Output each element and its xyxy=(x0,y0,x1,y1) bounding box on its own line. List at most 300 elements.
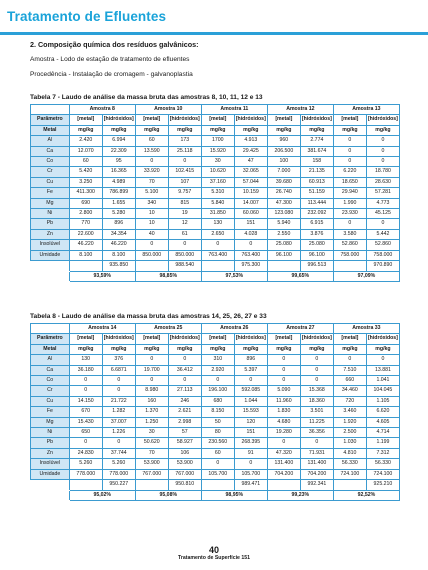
value-cell: 14.007 xyxy=(234,198,267,208)
value-cell: 0 xyxy=(366,146,399,156)
table8 xyxy=(30,323,400,501)
unit-cell: mg/kg xyxy=(366,344,399,354)
value-cell: 2.550 xyxy=(267,229,300,239)
row-label: Cr xyxy=(31,386,70,396)
value-cell: 2.998 xyxy=(168,417,201,427)
total-cell: 975.300 xyxy=(234,261,267,271)
value-cell: 19.280 xyxy=(267,428,300,438)
value-cell: 53.900 xyxy=(135,459,168,469)
value-cell: 53.900 xyxy=(168,459,201,469)
value-cell: 96.100 xyxy=(300,250,333,260)
unit-row xyxy=(31,125,400,135)
value-cell: 8.150 xyxy=(201,407,234,417)
value-cell: 10 xyxy=(135,209,168,219)
unit-cell: mg/kg xyxy=(300,344,333,354)
subheader-cell: [metal] xyxy=(267,115,300,125)
corner-cell xyxy=(31,324,70,334)
value-cell: 52.860 xyxy=(333,240,366,250)
value-cell: 0 xyxy=(135,376,168,386)
value-cell: 724.100 xyxy=(333,469,366,479)
value-cell: 1.199 xyxy=(366,438,399,448)
value-cell: 1.282 xyxy=(102,407,135,417)
unit-cell: mg/kg xyxy=(102,125,135,135)
row-label: Fe xyxy=(31,188,70,198)
value-cell: 0 xyxy=(234,240,267,250)
value-cell: 0 xyxy=(69,376,102,386)
value-cell: 0 xyxy=(234,376,267,386)
table-row xyxy=(31,167,400,177)
value-cell: 5.397 xyxy=(234,365,267,375)
value-cell: 47.300 xyxy=(267,198,300,208)
value-cell: 15.593 xyxy=(234,407,267,417)
value-cell: 30 xyxy=(135,428,168,438)
value-cell: 32.065 xyxy=(234,167,267,177)
unit-cell: mg/kg xyxy=(333,125,366,135)
value-cell: 0 xyxy=(267,365,300,375)
value-cell: 130 xyxy=(69,355,102,365)
value-cell: 724.100 xyxy=(366,469,399,479)
unit-cell: mg/kg xyxy=(201,125,234,135)
total-spacer xyxy=(135,480,168,490)
value-cell: 1700 xyxy=(201,136,234,146)
value-cell: 0 xyxy=(168,157,201,167)
value-cell: 6.220 xyxy=(333,167,366,177)
value-cell: 3.250 xyxy=(69,177,102,187)
value-cell: 4.680 xyxy=(267,417,300,427)
table-row xyxy=(31,459,400,469)
value-cell: 0 xyxy=(333,157,366,167)
value-cell: 10.620 xyxy=(201,167,234,177)
row-label: Mg xyxy=(31,417,70,427)
total-spacer xyxy=(201,261,234,271)
value-cell: 960 xyxy=(267,136,300,146)
value-cell: 7.312 xyxy=(366,448,399,458)
total-cell: 970.890 xyxy=(366,261,399,271)
total-cell: 988.540 xyxy=(168,261,201,271)
unit-cell: mg/kg xyxy=(234,344,267,354)
table-row xyxy=(31,219,400,229)
percent-row xyxy=(31,490,400,500)
value-cell: 45.125 xyxy=(366,209,399,219)
value-cell: 246 xyxy=(168,396,201,406)
value-cell: 15.430 xyxy=(69,417,102,427)
value-cell: 0 xyxy=(201,459,234,469)
value-cell: 0 xyxy=(135,157,168,167)
value-cell: 1.370 xyxy=(135,407,168,417)
value-cell: 0 xyxy=(267,376,300,386)
value-cell: 47 xyxy=(234,157,267,167)
value-cell: 9.757 xyxy=(168,188,201,198)
value-cell: 310 xyxy=(201,355,234,365)
value-cell: 720 xyxy=(333,396,366,406)
row-label: Umidade xyxy=(31,250,70,260)
value-cell: 28.630 xyxy=(366,177,399,187)
value-cell: 0 xyxy=(300,438,333,448)
value-cell: 670 xyxy=(69,407,102,417)
value-cell: 131.400 xyxy=(267,459,300,469)
sample-origin: Procedência - Instalação de cromagem - galvanoplastia xyxy=(30,71,193,78)
unit-header: Metal xyxy=(31,344,70,354)
value-cell: 151 xyxy=(234,219,267,229)
row-label: Ca xyxy=(31,146,70,156)
subheader-cell: [metal] xyxy=(135,115,168,125)
row-label: Co xyxy=(31,157,70,167)
row-label: Cu xyxy=(31,177,70,187)
value-cell: 70 xyxy=(135,177,168,187)
value-cell: 0 xyxy=(69,438,102,448)
value-cell: 95 xyxy=(102,157,135,167)
value-cell: 51.159 xyxy=(300,188,333,198)
value-cell: 2.920 xyxy=(201,365,234,375)
value-cell: 0 xyxy=(300,376,333,386)
value-cell: 0 xyxy=(366,355,399,365)
value-cell: 0 xyxy=(333,219,366,229)
percent-cell: 99,65% xyxy=(267,271,333,281)
table-row xyxy=(31,157,400,167)
row-label: Ni xyxy=(31,428,70,438)
value-cell: 12.070 xyxy=(69,146,102,156)
value-cell: 376 xyxy=(102,355,135,365)
value-cell: 0 xyxy=(201,240,234,250)
total-cell: 992.341 xyxy=(300,480,333,490)
value-cell: 8.100 xyxy=(102,250,135,260)
value-cell: 6.6871 xyxy=(102,365,135,375)
value-cell: 58.927 xyxy=(168,438,201,448)
value-cell: 1.830 xyxy=(267,407,300,417)
subheader-cell: [metal] xyxy=(69,115,102,125)
table-row xyxy=(31,417,400,427)
value-cell: 230.560 xyxy=(201,438,234,448)
subheader-cell: [metal] xyxy=(201,115,234,125)
value-cell: 60.913 xyxy=(300,177,333,187)
unit-cell: mg/kg xyxy=(69,125,102,135)
value-cell: 21.135 xyxy=(300,167,333,177)
publication-name: Tratamento de Superfície 151 xyxy=(177,555,251,561)
total-spacer xyxy=(267,261,300,271)
value-cell: 650 xyxy=(69,428,102,438)
unit-cell: mg/kg xyxy=(267,344,300,354)
value-cell: 704.200 xyxy=(300,469,333,479)
value-cell: 30 xyxy=(201,157,234,167)
value-cell: 46.220 xyxy=(69,240,102,250)
value-cell: 40 xyxy=(135,229,168,239)
value-cell: 18.360 xyxy=(300,396,333,406)
table-row xyxy=(31,376,400,386)
value-cell: 22.309 xyxy=(102,146,135,156)
sample-group-header: Amostra 13 xyxy=(333,105,399,115)
row-label: Ca xyxy=(31,365,70,375)
value-cell: 19.700 xyxy=(135,365,168,375)
value-cell: 0 xyxy=(201,376,234,386)
subheader-cell: [hidróxidos] xyxy=(168,115,201,125)
unit-cell: mg/kg xyxy=(168,125,201,135)
row-label: Co xyxy=(31,376,70,386)
value-cell: 16.365 xyxy=(102,167,135,177)
value-cell: 100 xyxy=(267,157,300,167)
value-cell: 2.420 xyxy=(69,136,102,146)
table-row xyxy=(31,146,400,156)
value-cell: 5.442 xyxy=(366,229,399,239)
value-cell: 106 xyxy=(168,448,201,458)
sample-group-header: Amostra 10 xyxy=(135,105,201,115)
value-cell: 60 xyxy=(135,136,168,146)
percent-cell: 97,09% xyxy=(333,271,399,281)
row-label: Mg xyxy=(31,198,70,208)
value-cell: 56.330 xyxy=(333,459,366,469)
value-cell: 131.400 xyxy=(300,459,333,469)
value-cell: 0 xyxy=(234,459,267,469)
value-cell: 173 xyxy=(168,136,201,146)
value-cell: 4.773 xyxy=(366,198,399,208)
value-cell: 18.650 xyxy=(333,177,366,187)
value-cell: 2.621 xyxy=(168,407,201,417)
table-row xyxy=(31,188,400,198)
value-cell: 0 xyxy=(102,376,135,386)
table-row xyxy=(31,396,400,406)
value-cell: 25.118 xyxy=(168,146,201,156)
subheader-cell: [hidróxidos] xyxy=(234,334,267,344)
value-cell: 4.605 xyxy=(366,417,399,427)
subheader-cell: [metal] xyxy=(135,334,168,344)
group-header-row xyxy=(31,324,400,334)
value-cell: 778.000 xyxy=(69,469,102,479)
value-cell: 22.600 xyxy=(69,229,102,239)
value-cell: 46.220 xyxy=(102,240,135,250)
row-label: Al xyxy=(31,136,70,146)
value-cell: 758.000 xyxy=(333,250,366,260)
value-cell: 815 xyxy=(168,198,201,208)
header-title: Tratamento de Efluentes xyxy=(7,9,167,24)
value-cell: 4.913 xyxy=(234,136,267,146)
value-cell: 4.989 xyxy=(102,177,135,187)
subheader-cell: [metal] xyxy=(267,334,300,344)
value-cell: 896 xyxy=(102,219,135,229)
value-cell: 1.250 xyxy=(135,417,168,427)
value-cell: 5.090 xyxy=(267,386,300,396)
value-cell: 31.850 xyxy=(201,209,234,219)
value-cell: 8.100 xyxy=(69,250,102,260)
total-cell: 935.850 xyxy=(102,261,135,271)
value-cell: 120 xyxy=(234,417,267,427)
value-cell: 47.320 xyxy=(267,448,300,458)
value-cell: 5.940 xyxy=(267,219,300,229)
value-cell: 50.620 xyxy=(135,438,168,448)
value-cell: 0 xyxy=(135,355,168,365)
value-cell: 763.400 xyxy=(201,250,234,260)
value-cell: 758.000 xyxy=(366,250,399,260)
value-cell: 27.113 xyxy=(168,386,201,396)
total-spacer xyxy=(267,480,300,490)
value-cell: 704.200 xyxy=(267,469,300,479)
value-cell: 13.881 xyxy=(366,365,399,375)
subheader-cell: [hidróxidos] xyxy=(168,334,201,344)
value-cell: 37.160 xyxy=(201,177,234,187)
row-label: Pb xyxy=(31,438,70,448)
value-cell: 196.100 xyxy=(201,386,234,396)
percent-row xyxy=(31,271,400,281)
value-cell: 25.080 xyxy=(300,240,333,250)
sample-group-header: Amostra 27 xyxy=(267,324,333,334)
value-cell: 36.412 xyxy=(168,365,201,375)
value-cell: 1.030 xyxy=(333,438,366,448)
percent-cell: 98,85% xyxy=(135,271,201,281)
table-row xyxy=(31,209,400,219)
percent-cell: 95,02% xyxy=(69,490,135,500)
unit-cell: mg/kg xyxy=(366,125,399,135)
value-cell: 0 xyxy=(102,386,135,396)
value-cell: 0 xyxy=(168,240,201,250)
page-number: 40 xyxy=(208,545,219,555)
subheader-cell: [metal] xyxy=(333,334,366,344)
value-cell: 37.007 xyxy=(102,417,135,427)
total-row xyxy=(31,480,400,490)
value-cell: 102.415 xyxy=(168,167,201,177)
value-cell: 1.990 xyxy=(333,198,366,208)
value-cell: 105.700 xyxy=(201,469,234,479)
unit-header: Metal xyxy=(31,125,70,135)
value-cell: 33.920 xyxy=(135,167,168,177)
value-cell: 206.500 xyxy=(267,146,300,156)
value-cell: 21.722 xyxy=(102,396,135,406)
row-label: Zn xyxy=(31,229,70,239)
subheader-cell: [hidróxidos] xyxy=(300,334,333,344)
subheader-cell: [hidróxidos] xyxy=(234,115,267,125)
table-row xyxy=(31,438,400,448)
corner-cell xyxy=(31,105,70,115)
unit-cell: mg/kg xyxy=(168,344,201,354)
unit-cell: mg/kg xyxy=(135,344,168,354)
table-row xyxy=(31,355,400,365)
value-cell: 3.460 xyxy=(333,407,366,417)
subheader-cell: [hidróxidos] xyxy=(102,334,135,344)
row-label: Insolúvel xyxy=(31,459,70,469)
total-cell: 950.227 xyxy=(102,480,135,490)
value-cell: 18.780 xyxy=(366,167,399,177)
value-cell: 763.400 xyxy=(234,250,267,260)
percent-cell: 99,23% xyxy=(267,490,333,500)
total-spacer xyxy=(333,261,366,271)
value-cell: 26.740 xyxy=(267,188,300,198)
value-cell: 411.300 xyxy=(69,188,102,198)
value-cell: 7.510 xyxy=(333,365,366,375)
value-cell: 660 xyxy=(333,376,366,386)
value-cell: 158 xyxy=(300,157,333,167)
value-cell: 10.159 xyxy=(234,188,267,198)
table-row xyxy=(31,386,400,396)
total-spacer xyxy=(135,261,168,271)
sample-group-header: Amostra 26 xyxy=(201,324,267,334)
value-cell: 0 xyxy=(267,438,300,448)
row-label: Zn xyxy=(31,448,70,458)
row-label: Fe xyxy=(31,407,70,417)
value-cell: 381.674 xyxy=(300,146,333,156)
value-cell: 340 xyxy=(135,198,168,208)
table-row xyxy=(31,198,400,208)
value-cell: 680 xyxy=(201,396,234,406)
value-cell: 3.580 xyxy=(333,229,366,239)
table-row xyxy=(31,448,400,458)
value-cell: 11.960 xyxy=(267,396,300,406)
value-cell: 0 xyxy=(168,355,201,365)
unit-cell: mg/kg xyxy=(300,125,333,135)
value-cell: 1.920 xyxy=(333,417,366,427)
value-cell: 2.500 xyxy=(333,428,366,438)
value-cell: 0 xyxy=(366,136,399,146)
value-cell: 29.940 xyxy=(333,188,366,198)
row-label: Pb xyxy=(31,219,70,229)
value-cell: 0 xyxy=(267,355,300,365)
value-cell: 5.280 xyxy=(102,209,135,219)
percent-cell: 93,59% xyxy=(69,271,135,281)
sample-description: Amostra - Lodo de estação de tratamento de efluentes xyxy=(30,56,190,63)
value-cell: 1.105 xyxy=(366,396,399,406)
value-cell: 0 xyxy=(366,157,399,167)
value-cell: 1.655 xyxy=(102,198,135,208)
value-cell: 5.260 xyxy=(69,459,102,469)
table-row xyxy=(31,428,400,438)
value-cell: 1.041 xyxy=(366,376,399,386)
percent-cell: 92,52% xyxy=(333,490,399,500)
unit-cell: mg/kg xyxy=(234,125,267,135)
sample-group-header: Amostra 12 xyxy=(267,105,333,115)
value-cell: 23.930 xyxy=(333,209,366,219)
row-label: Al xyxy=(31,355,70,365)
total-spacer xyxy=(69,261,102,271)
value-cell: 15.920 xyxy=(201,146,234,156)
value-cell: 151 xyxy=(234,428,267,438)
value-cell: 12 xyxy=(168,219,201,229)
value-cell: 786.899 xyxy=(102,188,135,198)
value-cell: 0 xyxy=(333,146,366,156)
total-row xyxy=(31,261,400,271)
total-cell: 989.471 xyxy=(234,480,267,490)
unit-row xyxy=(31,344,400,354)
value-cell: 3.876 xyxy=(300,229,333,239)
value-cell: 34.460 xyxy=(333,386,366,396)
value-cell: 60 xyxy=(69,157,102,167)
sample-group-header: Amostra 14 xyxy=(69,324,135,334)
value-cell: 5.840 xyxy=(201,198,234,208)
sample-group-header: Amostra 11 xyxy=(201,105,267,115)
param-header: Parâmetro xyxy=(31,334,70,344)
value-cell: 14.150 xyxy=(69,396,102,406)
value-cell: 4.810 xyxy=(333,448,366,458)
value-cell: 2.650 xyxy=(201,229,234,239)
unit-cell: mg/kg xyxy=(201,344,234,354)
value-cell: 778.000 xyxy=(102,469,135,479)
value-cell: 104.045 xyxy=(366,386,399,396)
value-cell: 0 xyxy=(333,136,366,146)
value-cell: 896 xyxy=(234,355,267,365)
table-row xyxy=(31,365,400,375)
unit-cell: mg/kg xyxy=(69,344,102,354)
value-cell: 123.080 xyxy=(267,209,300,219)
value-cell: 0 xyxy=(135,240,168,250)
value-cell: 7.000 xyxy=(267,167,300,177)
table-row xyxy=(31,177,400,187)
value-cell: 0 xyxy=(69,386,102,396)
value-cell: 10 xyxy=(135,219,168,229)
value-cell: 13.590 xyxy=(135,146,168,156)
value-cell: 80 xyxy=(201,428,234,438)
value-cell: 2.774 xyxy=(300,136,333,146)
value-cell: 29.425 xyxy=(234,146,267,156)
sample-group-header: Amostra 8 xyxy=(69,105,135,115)
section-title: 2. Composição química dos resíduos galvânicos: xyxy=(30,40,199,49)
value-cell: 107 xyxy=(168,177,201,187)
value-cell: 130 xyxy=(201,219,234,229)
value-cell: 0 xyxy=(168,376,201,386)
